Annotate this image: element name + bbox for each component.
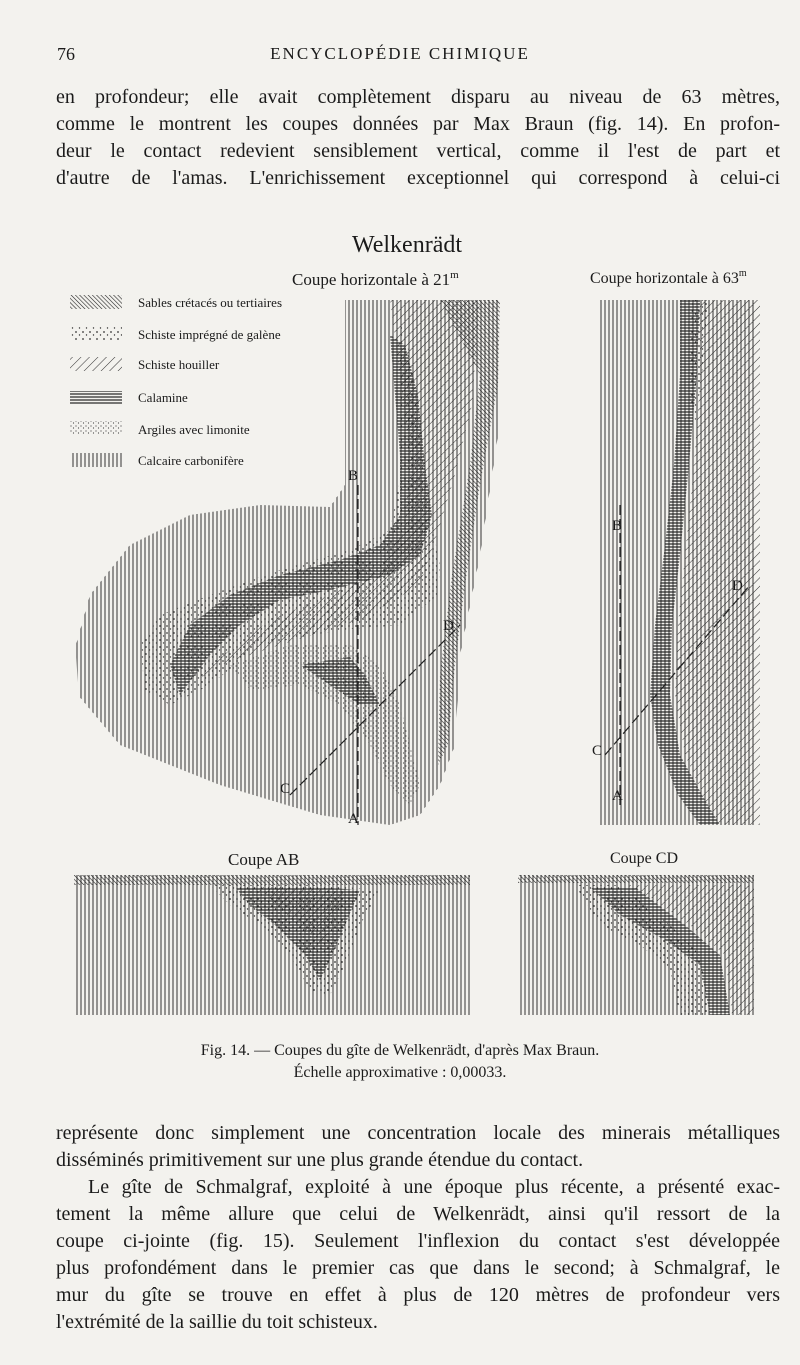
figure-title: Welkenrädt	[352, 232, 463, 258]
section-label-63m-text: Coupe horizontale à 63	[590, 270, 739, 287]
legend-label-argiles: Argiles avec limonite	[138, 422, 250, 437]
legend-swatch-schiste-houiller	[70, 357, 122, 371]
section-label-21m	[292, 269, 459, 289]
letter-c-right: C	[592, 743, 603, 759]
letter-d-right: D	[732, 578, 743, 594]
coupe-ab-label: Coupe AB	[228, 850, 300, 869]
section-label-21m-unit: m	[450, 269, 459, 281]
text-line: d'autre de l'amas. L'enrichissement exceptionnel qui correspond à celui-ci	[56, 167, 780, 189]
legend-label-schiste-galene: Schiste imprégné de galène	[138, 327, 281, 342]
coupe-ab-section	[74, 875, 470, 1015]
legend-label-calamine: Calamine	[138, 390, 188, 405]
letter-b-left: B	[348, 468, 359, 484]
text-line: comme le montrent les coupes données par Max Braun (fig. 14). En profon-	[56, 113, 780, 135]
text-line: Le gîte de Schmalgraf, exploité à une époque plus récente, a présenté exac-	[88, 1176, 780, 1198]
legend-swatch-schiste-galene	[70, 327, 122, 341]
geological-sections-figure	[60, 225, 776, 1025]
section-label-63m-unit: m	[738, 268, 747, 279]
legend-label-schiste-houiller: Schiste houiller	[138, 357, 220, 372]
section-label-63m	[590, 268, 747, 287]
letter-a-right: A	[612, 788, 623, 804]
text-line: l'extrémité de la saillie du toit schisteux.	[56, 1311, 378, 1333]
paragraph-bottom	[56, 1120, 780, 1336]
legend-swatch-sables	[70, 295, 122, 309]
running-head	[0, 44, 800, 74]
coupe-cd-label: Coupe CD	[610, 850, 678, 867]
figure-14	[60, 225, 776, 1025]
letter-a-left: A	[348, 811, 359, 827]
text-line: tement la même allure que celui de Welkenrädt, ainsi qu'il ressort de la	[56, 1203, 780, 1225]
legend-swatch-calcaire	[70, 453, 122, 467]
legend-swatch-argiles	[70, 421, 122, 435]
coupe-ab-sables	[74, 875, 470, 885]
legend	[70, 295, 282, 468]
coupe-cd-sables	[518, 875, 754, 883]
letter-c-left: C	[280, 781, 291, 797]
paragraph-top	[56, 84, 780, 192]
letter-b-right: B	[612, 518, 623, 534]
text-line: en profondeur; elle avait complètement disparu au niveau de 63 mètres,	[56, 86, 780, 108]
text-line: plus profondément dans le premier cas que dans le second; à Schmalgraf, le	[56, 1257, 780, 1279]
text-line: disséminés primitivement sur une plus grande étendue du contact.	[56, 1149, 584, 1171]
legend-label-sables: Sables crétacés ou tertiaires	[138, 295, 283, 310]
text-line: deur le contact redevient sensiblement vertical, comme il l'est de part et	[56, 140, 780, 162]
caption-line-2: Échelle approximative : 0,00033.	[293, 1064, 507, 1081]
text-line: représente donc simplement une concentration locale des minerais métalliques	[56, 1122, 780, 1144]
text-line: coupe ci-jointe (fig. 15). Seulement l'inflexion du contact s'est développée	[56, 1230, 780, 1252]
legend-swatch-calamine	[70, 391, 122, 405]
page-number: 76	[57, 44, 75, 64]
letter-d-left: D	[443, 618, 454, 634]
coupe-cd-section	[518, 875, 754, 1015]
text-line: mur du gîte se trouve en effet à plus de 120 mètres de profondeur vers	[56, 1284, 780, 1306]
legend-label-calcaire: Calcaire carbonifère	[138, 453, 244, 468]
figure-caption	[0, 1040, 800, 1084]
caption-line-1: Fig. 14. — Coupes du gîte de Welkenrädt, d'après Max Braun.	[200, 1042, 600, 1059]
map-section-21m	[76, 300, 500, 827]
section-label-21m-text: Coupe horizontale à 21	[292, 270, 451, 289]
map-section-63m	[592, 300, 760, 825]
running-title: ENCYCLOPÉDIE CHIMIQUE	[270, 44, 530, 63]
